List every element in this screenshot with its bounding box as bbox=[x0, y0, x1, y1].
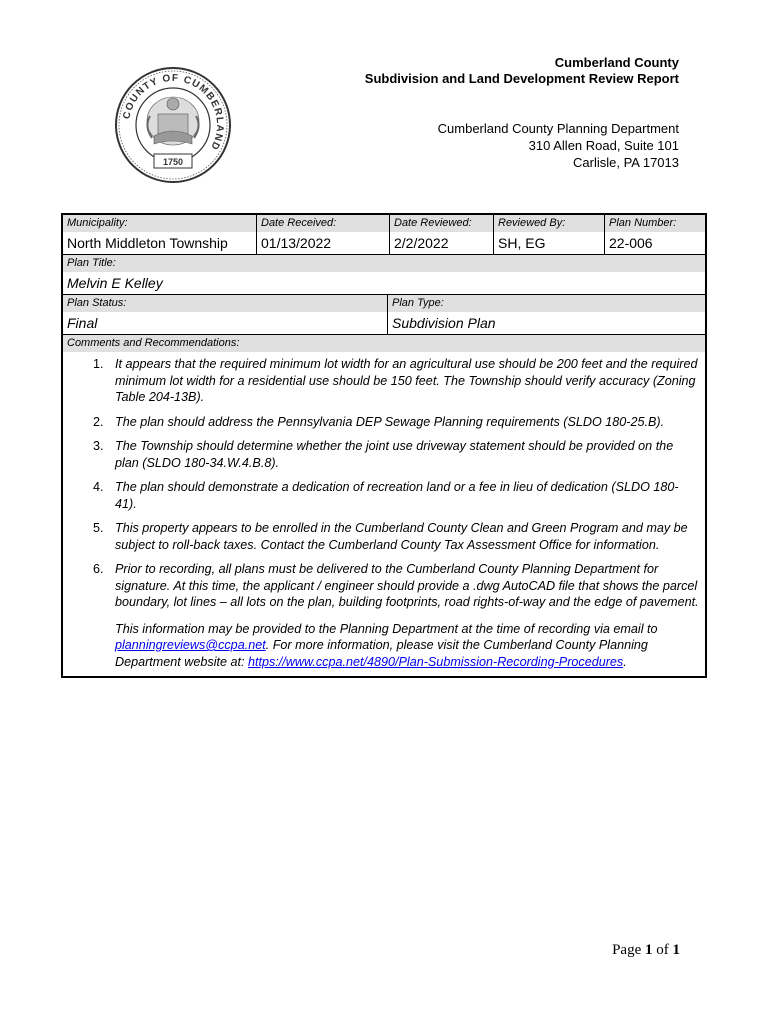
comments-cell bbox=[63, 335, 705, 676]
comment-item bbox=[67, 561, 699, 611]
note-text-1: This information may be provided to the Planning Department at the time of recording via email to bbox=[115, 621, 658, 636]
comment-text: It appears that the required minimum lot width for an agricultural use should be 200 feet and the required minimum lot width for a residential use should be 150 feet. The Township should verify accuracy (Zoning Table 204-13B). bbox=[115, 357, 698, 404]
comments-body bbox=[63, 352, 705, 676]
note-text-2: . For more information, please visit the Cumberland County Planning Department website at: bbox=[115, 638, 648, 669]
plan-type-label: Plan Type: bbox=[388, 295, 705, 312]
comment-item bbox=[67, 438, 699, 471]
recording-note bbox=[67, 621, 699, 671]
comment-text: The plan should demonstrate a dedication of recreation land or a fee in lieu of dedication (SLDO 180-41). bbox=[115, 480, 679, 511]
plan-title-cell bbox=[63, 255, 705, 294]
form-row-comments bbox=[63, 335, 705, 676]
comment-text: The plan should address the Pennsylvania DEP Sewage Planning requirements (SLDO 180-25.B). bbox=[115, 414, 665, 429]
municipality-cell bbox=[63, 215, 257, 254]
comment-number: 3. bbox=[93, 439, 104, 453]
website-link[interactable]: https://www.ccpa.net/4890/Plan-Submission-Recording-Procedures bbox=[248, 654, 624, 669]
municipality-label: Municipality: bbox=[63, 215, 256, 232]
date-received-cell bbox=[257, 215, 390, 254]
report-title bbox=[365, 55, 679, 87]
plan-number-value: 22-006 bbox=[609, 235, 653, 251]
date-received-label: Date Received: bbox=[257, 215, 389, 232]
comment-text: Prior to recording, all plans must be delivered to the Cumberland County Planning Department for signature. At this time, the applicant / engineer should provide a .dwg AutoCAD file that shows the parcel boundary, lot lines – all lots on the plan, building footprints, road rights-of-way and the edge of pavement. bbox=[115, 562, 699, 609]
reviewed-by-value: SH, EG bbox=[498, 235, 546, 251]
comments-list bbox=[67, 356, 699, 611]
comment-item bbox=[67, 520, 699, 553]
department-address bbox=[438, 120, 679, 171]
date-reviewed-cell bbox=[390, 215, 494, 254]
county-seal-logo bbox=[114, 66, 232, 184]
svg-text:COUNTY OF CUMBERLAND: COUNTY OF CUMBERLAND bbox=[121, 72, 226, 153]
comment-item bbox=[67, 414, 699, 431]
note-text-3: . bbox=[623, 654, 627, 669]
form-row-status bbox=[63, 295, 705, 335]
plan-status-value: Final bbox=[67, 315, 98, 331]
plan-title-value: Melvin E Kelley bbox=[67, 275, 163, 291]
plan-title-label: Plan Title: bbox=[63, 255, 705, 272]
comments-label: Comments and Recommendations: bbox=[63, 335, 705, 352]
comment-text: This property appears to be enrolled in the Cumberland County Clean and Green Program and may be subject to roll-back taxes. Contact the Cumberland County Tax Assessment Office for information. bbox=[115, 521, 688, 552]
department-name: Cumberland County Planning Department bbox=[437, 121, 679, 136]
address-line-1: 310 Allen Road, Suite 101 bbox=[528, 138, 679, 153]
plan-status-label: Plan Status: bbox=[63, 295, 387, 312]
date-reviewed-label: Date Reviewed: bbox=[390, 215, 493, 232]
review-form bbox=[61, 213, 707, 678]
plan-type-value: Subdivision Plan bbox=[392, 315, 496, 331]
page-prefix: Page bbox=[612, 942, 645, 958]
reviewed-by-label: Reviewed By: bbox=[494, 215, 604, 232]
date-reviewed-value: 2/2/2022 bbox=[394, 235, 449, 251]
comment-number: 4. bbox=[93, 480, 104, 494]
comment-number: 1. bbox=[93, 357, 104, 371]
plan-number-cell bbox=[605, 215, 705, 254]
email-link[interactable]: planningreviews@ccpa.net bbox=[115, 638, 266, 652]
page-total: 1 bbox=[672, 942, 680, 958]
comment-item bbox=[67, 356, 699, 406]
page-number bbox=[612, 942, 680, 959]
comment-number: 5. bbox=[93, 521, 104, 535]
address-line-2: Carlisle, PA 17013 bbox=[573, 155, 679, 170]
page-of: of bbox=[652, 942, 673, 958]
page-current: 1 bbox=[645, 942, 653, 958]
form-row-info bbox=[63, 215, 705, 255]
comment-number: 6. bbox=[93, 562, 104, 576]
svg-text:1750: 1750 bbox=[162, 157, 184, 167]
municipality-value: North Middleton Township bbox=[67, 235, 228, 251]
title-line-2: Subdivision and Land Development Review Report bbox=[364, 71, 679, 86]
reviewed-by-cell bbox=[494, 215, 605, 254]
plan-type-cell bbox=[388, 295, 705, 334]
date-received-value: 01/13/2022 bbox=[261, 235, 332, 251]
comment-text: The Township should determine whether the joint use driveway statement should be provided on the plan (SLDO 180-34.W.4.B.8). bbox=[115, 439, 674, 470]
plan-status-cell bbox=[63, 295, 388, 334]
form-row-title bbox=[63, 255, 705, 295]
comment-item bbox=[67, 479, 699, 512]
plan-number-label: Plan Number: bbox=[605, 215, 705, 232]
title-line-1: Cumberland County bbox=[554, 55, 679, 70]
comment-number: 2. bbox=[93, 414, 104, 429]
